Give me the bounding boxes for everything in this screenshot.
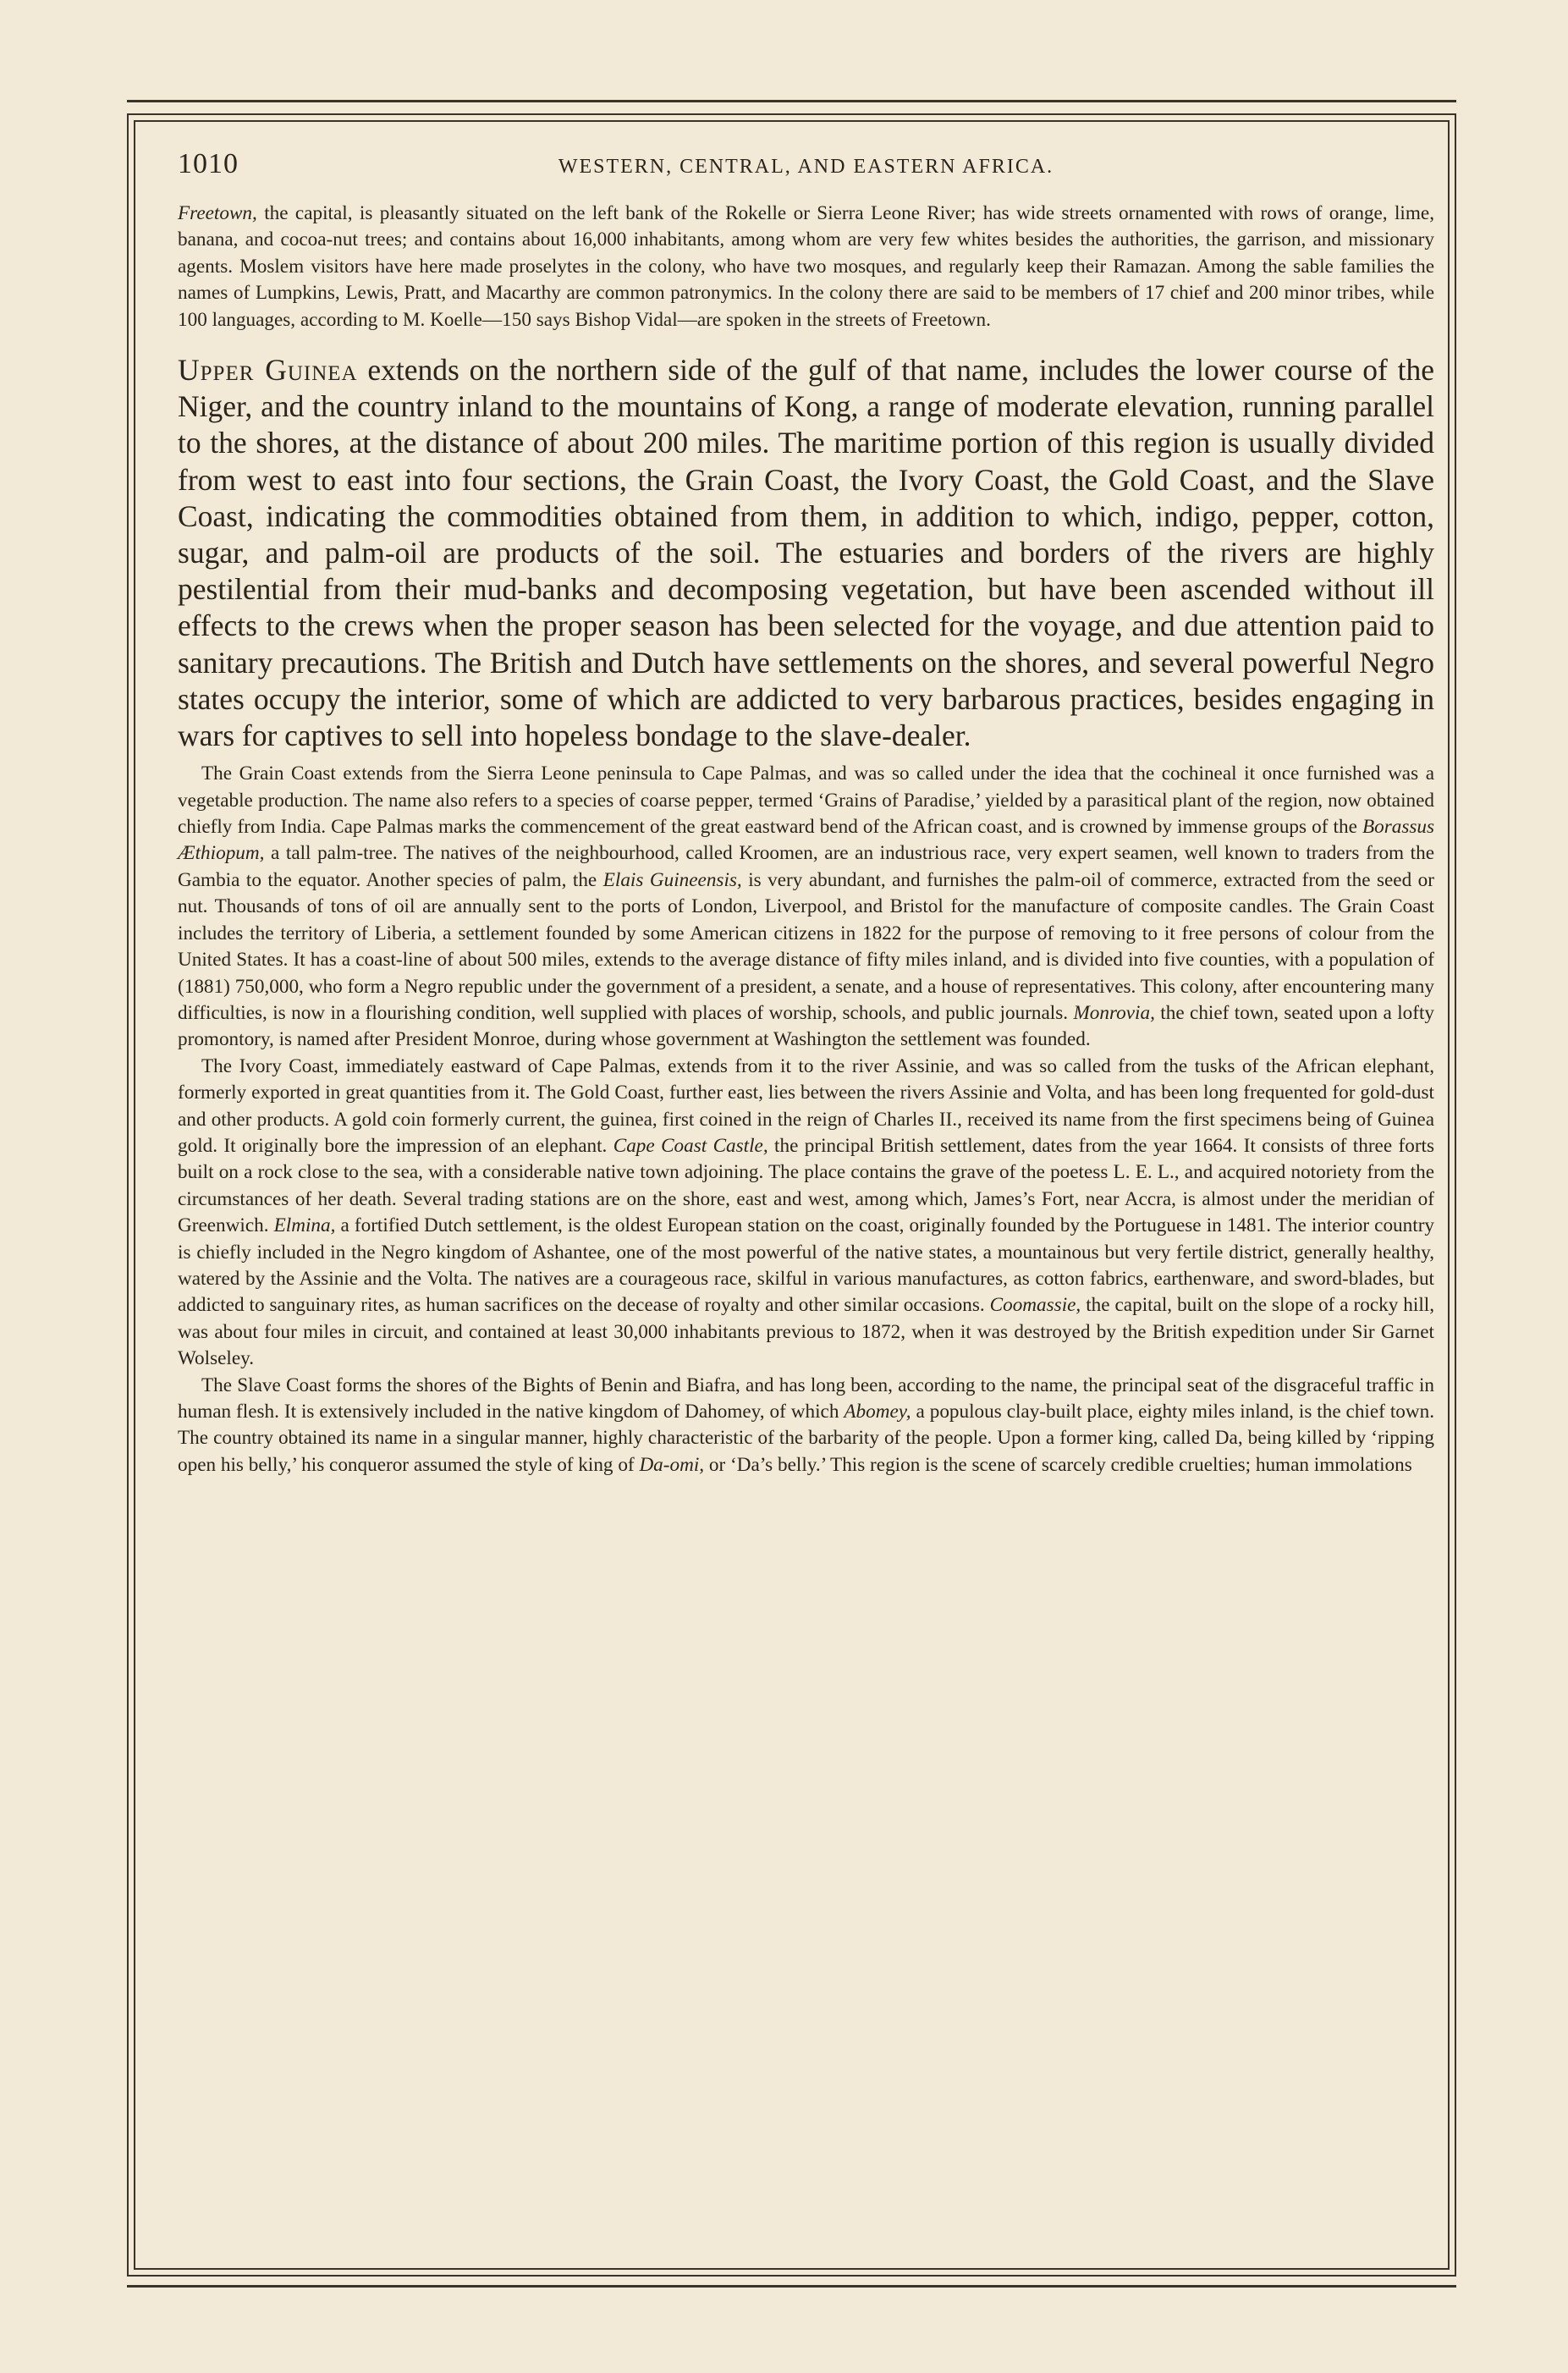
paragraph-grain-coast	[178, 761, 1434, 1053]
italic-term: Monrovia,	[1073, 1001, 1155, 1024]
top-rule	[127, 100, 1456, 102]
paragraph-ivory-gold-coast	[178, 1054, 1434, 1373]
paragraph-text: a fortified Dutch settlement, is the oldest European station on the coast, originally founded by the Portuguese in 1481. The interior country is chiefly included in the Negro kingdom of Ashantee, one of the most powerful of the native states, a mountainous but very fertile district, generally healthy, watered by the Assinie and the Volta. The natives are a courageous race, skilful in various manufactures, as cotton fabrics, earthenware, and sword-blades, but addicted to sanguinary rites, as human sacrifices on the decease of royalty and other similar occasions.	[178, 1214, 1435, 1317]
page-number: 1010	[178, 148, 239, 179]
italic-term: Coomassie,	[989, 1294, 1081, 1317]
running-title: WESTERN, CENTRAL, AND EASTERN AFRICA.	[558, 156, 1054, 178]
italic-term: Cape Coast Castle,	[613, 1134, 768, 1157]
paragraph-text: the principal British settlement, dates from the year 1664. It consists of three forts built on a rock close to the sea, with a considerable native town adjoining. The place contains the grave of the poetess L. E. L., and acquired notoriety from the circumstances of her death. Several trading stations are on the shore, east and west, among which, James’s Fort, near Accra, is almost under the meridian of Greenwich.	[178, 1134, 1435, 1237]
paragraph-text: The Grain Coast extends from the Sierra Leone peninsula to Cape Palmas, and was so called under the idea that the cochineal it once furnished was a vegetable production. The name also refers to a species of coarse pepper, termed ‘Grains of Paradise,’ yielded by a parasitical plant of the region, now obtained chiefly from India. Cape Palmas marks the commencement of the great eastward bend of the African coast, and is crowned by immense groups of the	[178, 763, 1434, 839]
page-content	[178, 148, 1434, 1478]
paragraph-text: the capital, is pleasantly situated on the left bank of the Rokelle or Sierra Leone River; has wide streets ornamented with rows of orange, lime, banana, and cocoa-nut trees; and contains about 16,000 inhabitants, among whom are very few whites besides the authorities, the garrison, and missionary agents. Moslem visitors have here made proselytes in the colony, who have two mosques, and regularly keep their Ramazan. Among the sable families the names of Lumpkins, Lewis, Pratt, and Macarthy are common patronymics. In the colony there are said to be members of 17 chief and 200 minor tribes, while 100 languages, according to M. Koelle—150 says Bishop Vidal—are spoken in the streets of Freetown.	[178, 202, 1434, 331]
paragraph-freetown	[178, 201, 1434, 333]
paragraph-text: a tall palm-tree. The natives of the neighbourhood, called Kroomen, are an industrious race, very expert seamen, well known to traders from the Gambia to the equator. Another species of palm, the	[178, 842, 1434, 891]
paragraph-text: is very abundant, and furnishes the palm-oil of commerce, extracted from the seed or nut. Thousands of tons of oil are annually sent to the ports of London, Liverpool, and Bristol for the manufacture of composite candles. The Grain Coast includes the territory of Liberia, a settlement founded by some American citizens in 1822 for the purpose of removing to it free persons of colour from the United States. It has a coast-line of about 500 miles, extends to the average distance of fifty miles inland, and is divided into five counties, with a population of (1881) 750,000, who form a Negro republic under the government of a president, a senate, and a house of representatives. This colony, after encountering many difficulties, is now in a flourishing condition, well supplied with places of worship, schools, and public journals.	[178, 868, 1434, 1024]
paragraph-text: The Slave Coast forms the shores of the Bights of Benin and Biafra, and has long been, according to the name, the principal seat of the disgraceful traffic in human flesh. It is extensively included in the native kingdom of Dahomey, of which	[178, 1374, 1434, 1423]
paragraph-text: The Ivory Coast, immediately eastward of Cape Palmas, extends from it to the river Assinie, and was so called from the tusks of the African elephant, formerly exported in great quantities from it. The Gold Coast, further east, lies between the rivers Assinie and Volta, and has been long frequented for gold-dust and other products. A gold coin formerly current, the guinea, first coined in the reign of Charles II., received its name from the first specimens being of Guinea gold. It originally bore the impression of an elephant.	[178, 1054, 1434, 1157]
italic-term: Elmina,	[273, 1214, 336, 1237]
bottom-rule	[127, 2285, 1456, 2288]
paragraph-text: a populous clay-built place, eighty miles inland, is the chief town. The country obtained its name in a singular manner, highly characteristic of the barbarity of the people. Upon a former king, called Da, being killed by ‘ripping open his belly,’ his conqueror assumed the style of king of	[178, 1401, 1434, 1476]
paragraph-text: the capital, built on the slope of a rocky hill, was about four miles in circuit, and contained at least 30,000 inhabitants previous to 1872, when it was destroyed by the British expedition under Sir Garnet Wolseley.	[178, 1294, 1434, 1370]
paragraph-slave-coast	[178, 1373, 1434, 1479]
paragraph-text: the chief town, seated upon a lofty promontory, is named after President Monroe, during whose government at Washington the settlement was founded.	[178, 1001, 1434, 1051]
italic-term: Borassus Æthiopum,	[178, 816, 1434, 865]
paragraph-text: or ‘Da’s belly.’ This region is the scene of scarcely credible cruelties; human immolations	[704, 1453, 1412, 1476]
paragraph-text: extends on the northern side of the gulf of that name, includes the lower course of the Niger, and the country inland to the mountains of Kong, a range of moderate elevation, running parallel to the shores, at the distance of about 200 miles. The maritime portion of this region is usually divided from west to east into four sections, the Grain Coast, the Ivory Coast, the Gold Coast, and the Slave Coast, indicating the commodities obtained from them, in addition to which, indigo, pepper, cotton, sugar, and palm-oil are products of the soil. The estuaries and borders of the rivers are highly pestilential from their mud-banks and decomposing vegetation, but have been ascended without ill effects to the crews when the proper season has been selected for the voyage, and due attention paid to sanitary precautions. The British and Dutch have settlements on the shores, and several powerful Negro states occupy the interior, some of which are addicted to very barbarous practices, besides engaging in wars for captives to sell into hopeless bondage to the slave-dealer.	[178, 353, 1434, 753]
italic-term: Freetown,	[178, 202, 257, 224]
running-head	[178, 148, 1434, 195]
italic-term: Abomey,	[844, 1401, 911, 1423]
section-lead: Upper Guinea	[178, 353, 358, 388]
italic-term: Elais Guineensis,	[602, 868, 742, 891]
italic-term: Da-omi,	[639, 1453, 705, 1476]
paragraph-upper-guinea	[178, 352, 1434, 754]
